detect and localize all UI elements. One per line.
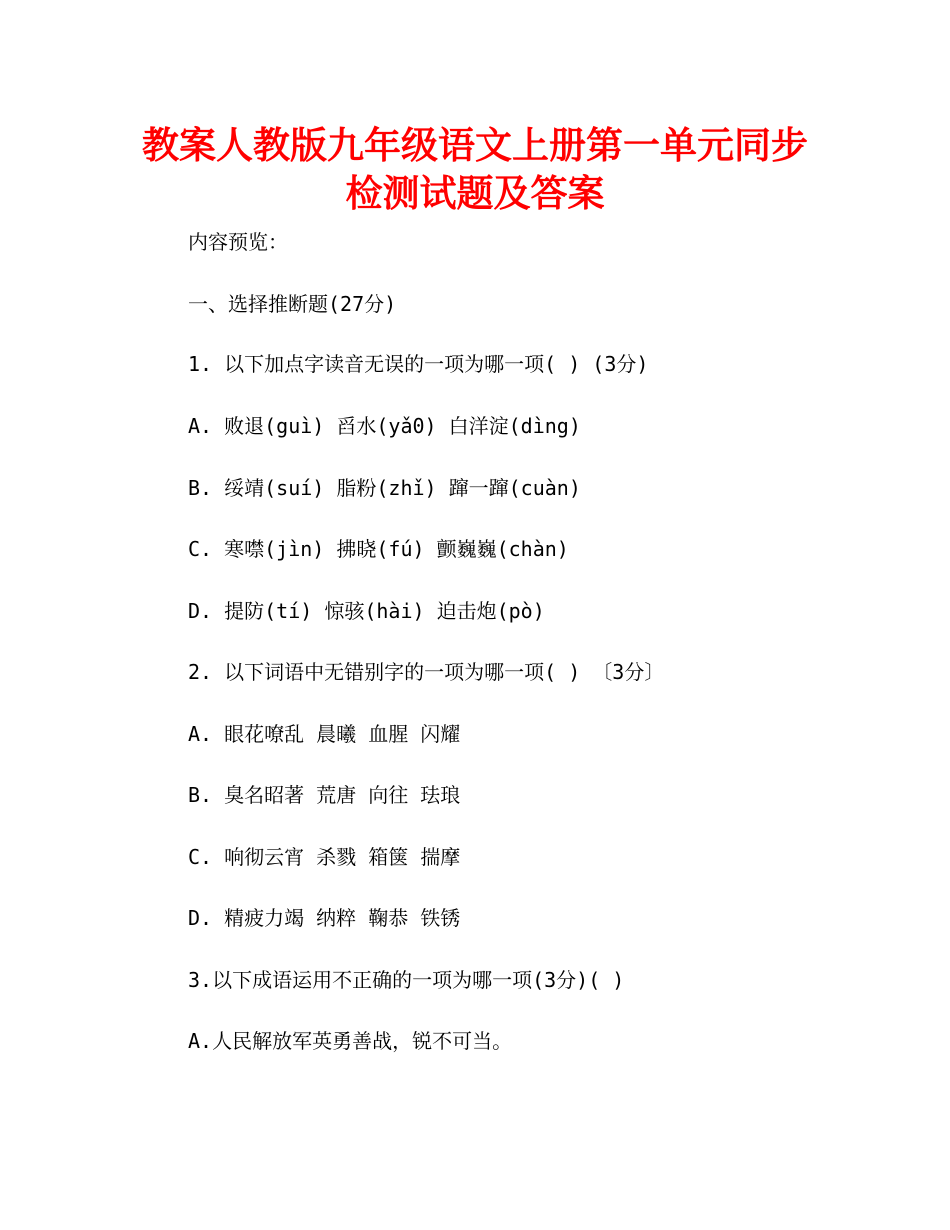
preview-label: 内容预览： xyxy=(188,230,288,254)
document-title-line-2: 检测试题及答案 xyxy=(345,172,605,215)
document-title-line-1: 教案人教版九年级语文上册第一单元同步 xyxy=(142,124,808,167)
question-2-option-b: B. 臭名昭著 荒唐 向往 珐琅 xyxy=(188,783,461,807)
section-heading: 一、选择推断题(27分) xyxy=(188,292,397,316)
question-3-option-a: A.人民解放军英勇善战，锐不可当。 xyxy=(188,1029,513,1053)
question-2-option-c: C. 响彻云宵 杀戮 箱箧 揣摩 xyxy=(188,845,461,869)
question-2-option-d: D. 精疲力竭 纳粹 鞠恭 铁锈 xyxy=(188,906,461,930)
question-2-option-a: A. 眼花嘹乱 晨曦 血腥 闪耀 xyxy=(188,722,461,746)
question-1-option-a: A. 败退(guì) 舀水(yǎ0) 白洋淀(dìng) xyxy=(188,414,581,438)
question-3: 3.以下成语运用不正确的一项为哪一项(3分)( ) xyxy=(188,968,625,992)
question-1: 1. 以下加点字读音无误的一项为哪一项( ) (3分) xyxy=(188,352,649,376)
question-1-option-d: D. 提防(tí) 惊骇(hài) 迫击炮(pò) xyxy=(188,599,545,623)
question-2: 2. 以下词语中无错别字的一项为哪一项( ) 〔3分〕 xyxy=(188,660,665,684)
question-1-option-c: C. 寒噤(jìn) 拂晓(fú) 颤巍巍(chàn) xyxy=(188,537,569,561)
question-1-option-b: B. 绥靖(suí) 脂粉(zhǐ) 蹿一蹿(cuàn) xyxy=(188,476,581,500)
